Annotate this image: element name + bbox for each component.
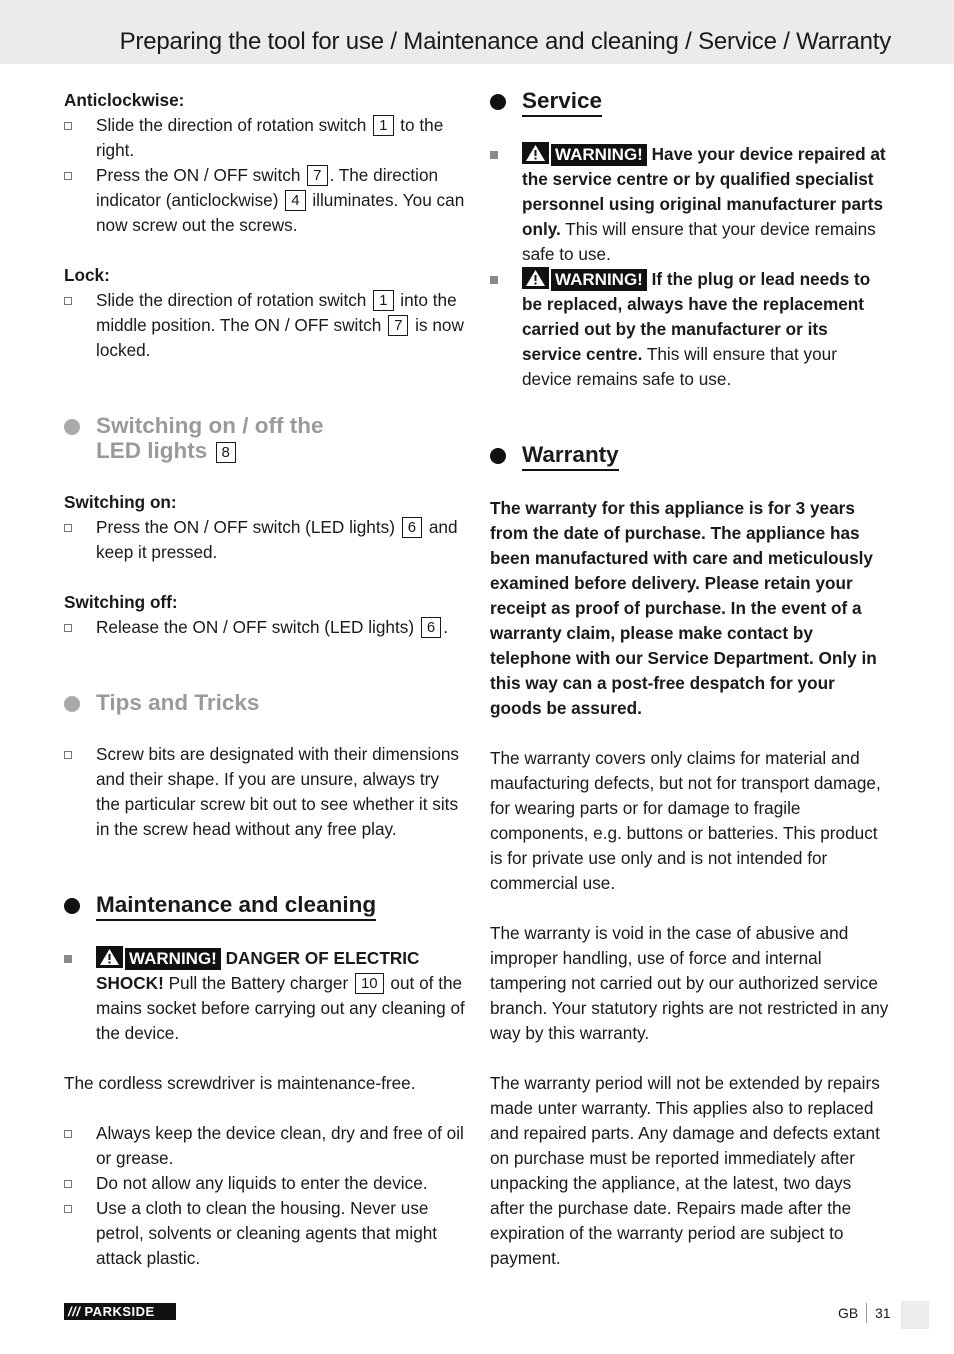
maintenance-section-title: Maintenance and cleaning	[96, 892, 376, 921]
warranty-paragraph: The warranty is void in the case of abusive and improper handling, use of force and internal tampering not carried out by our authorized service branch. Your statutory rights are not restricted in any way by this warranty.	[490, 923, 889, 1043]
lock-label: Lock:	[64, 265, 110, 285]
tips-section-heading	[64, 690, 466, 717]
switching-on-label: Switching on:	[64, 492, 177, 512]
switching-off-label: Switching off:	[64, 592, 178, 612]
list-item: Use a cloth to clean the housing. Never use petrol, solvents or cleaning agents that might attack plastic.	[64, 1196, 466, 1271]
led-section-heading	[64, 413, 466, 465]
footer-divider	[866, 1303, 867, 1323]
square-bullet-icon	[490, 151, 498, 159]
page-number: 31	[875, 1305, 891, 1321]
warranty-paragraph: The warranty covers only claims for material and maufacturing defects, but not for transport damage, for wearing parts or for damage to fragile components, e.g. buttons or batteries. This product is for private use only and is not intended for commercial use.	[490, 748, 881, 893]
led-section-title: Switching on / off the LED lights 8	[96, 413, 324, 463]
bullet-dot-icon	[490, 94, 506, 110]
warning-item: WARNING! Have your device repaired at the service centre or by qualified specialist personnel using original manufacturer parts only. This will ensure that your device remains safe to use.	[490, 142, 890, 267]
footer-tab-marker	[901, 1301, 929, 1329]
maintenance-section-heading	[64, 892, 466, 921]
service-section-heading	[490, 88, 890, 117]
part-number: 6	[402, 517, 422, 538]
bullet-dot-icon	[64, 419, 80, 435]
part-number: 1	[373, 115, 393, 136]
maintenance-free-text: The cordless screwdriver is maintenance-free.	[64, 1073, 416, 1093]
warranty-section-title: Warranty	[522, 442, 619, 471]
checkbox-bullet-icon	[64, 1205, 72, 1213]
anticlockwise-label: Anticlockwise:	[64, 90, 185, 110]
checkbox-bullet-icon	[64, 751, 72, 759]
warning-item: WARNING! DANGER OF ELECTRIC SHOCK! Pull the Battery charger 10 out of the mains socket before carrying out any cleaning of the device.	[64, 946, 466, 1046]
warranty-terms-bold: The warranty for this appliance is for 3 years from the date of purchase. The appliance has been manufactured with care and meticulously examined before delivery. Please retain your receipt as proof of purchase. In the event of a warranty claim, please make contact by telephone with our Service Department. Only in this way can a post-free despatch for your goods be assured.	[490, 498, 877, 718]
bullet-dot-icon	[490, 448, 506, 464]
part-number: 7	[307, 165, 327, 186]
service-section-title: Service	[522, 88, 602, 117]
left-column	[64, 88, 466, 1271]
list-item: Screw bits are designated with their dimensions and their shape. If you are unsure, always try the particular screw bit out to see whether it sits in the screw head without any free play.	[64, 742, 466, 842]
square-bullet-icon	[490, 276, 498, 284]
list-item: Release the ON / OFF switch (LED lights) 6 .	[64, 615, 466, 640]
checkbox-bullet-icon	[64, 624, 72, 632]
list-item: Press the ON / OFF switch 7 . The direction indicator (anticlockwise) 4 illuminates. You can now screw out the screws.	[64, 163, 466, 238]
checkbox-bullet-icon	[64, 297, 72, 305]
warning-triangle-icon	[522, 142, 549, 164]
warranty-section-heading	[490, 442, 890, 471]
list-item: Slide the direction of rotation switch 1 into the middle position. The ON / OFF switch 7 is now locked.	[64, 288, 466, 363]
list-item: Slide the direction of rotation switch 1 to the right.	[64, 113, 466, 163]
bullet-dot-icon	[64, 696, 80, 712]
square-bullet-icon	[64, 955, 72, 963]
list-item: Always keep the device clean, dry and free of oil or grease.	[64, 1121, 466, 1171]
checkbox-bullet-icon	[64, 172, 72, 180]
warning-badge: WARNING!	[551, 269, 647, 291]
part-number: 7	[388, 315, 408, 336]
part-number: 8	[216, 442, 236, 463]
checkbox-bullet-icon	[64, 524, 72, 532]
warning-badge: WARNING!	[125, 948, 221, 970]
warning-triangle-icon	[96, 946, 123, 968]
right-column	[490, 88, 890, 1271]
warranty-paragraph: The warranty period will not be extended by repairs made unter warranty. This applies also to replaced and repaired parts. Any damage and defects extant on purchase must be reported immediately after unpacking the appliance, at the latest, two days after the purchase date. Repairs made after the expiration of the warranty period are subject to payment.	[490, 1073, 880, 1268]
warning-badge: WARNING!	[551, 144, 647, 166]
parkside-logo: /// PARKSIDE	[64, 1303, 176, 1320]
part-number: 1	[373, 290, 393, 311]
tips-section-title: Tips and Tricks	[96, 690, 260, 715]
list-item: Do not allow any liquids to enter the device.	[64, 1171, 466, 1196]
list-item: Press the ON / OFF switch (LED lights) 6 and keep it pressed.	[64, 515, 466, 565]
warning-item: WARNING! If the plug or lead needs to be replaced, always have the replacement carried out by the manufacturer or its service centre. This will ensure that your device remains safe to use.	[490, 267, 890, 392]
checkbox-bullet-icon	[64, 1180, 72, 1188]
part-number: 4	[285, 190, 305, 211]
warning-triangle-icon	[522, 267, 549, 289]
part-number: 6	[421, 617, 441, 638]
page-title: Preparing the tool for use / Maintenance and cleaning / Service / Warranty	[119, 28, 891, 55]
part-number: 10	[355, 973, 384, 994]
checkbox-bullet-icon	[64, 1130, 72, 1138]
language-code: GB	[838, 1305, 859, 1321]
checkbox-bullet-icon	[64, 122, 72, 130]
bullet-dot-icon	[64, 898, 80, 914]
